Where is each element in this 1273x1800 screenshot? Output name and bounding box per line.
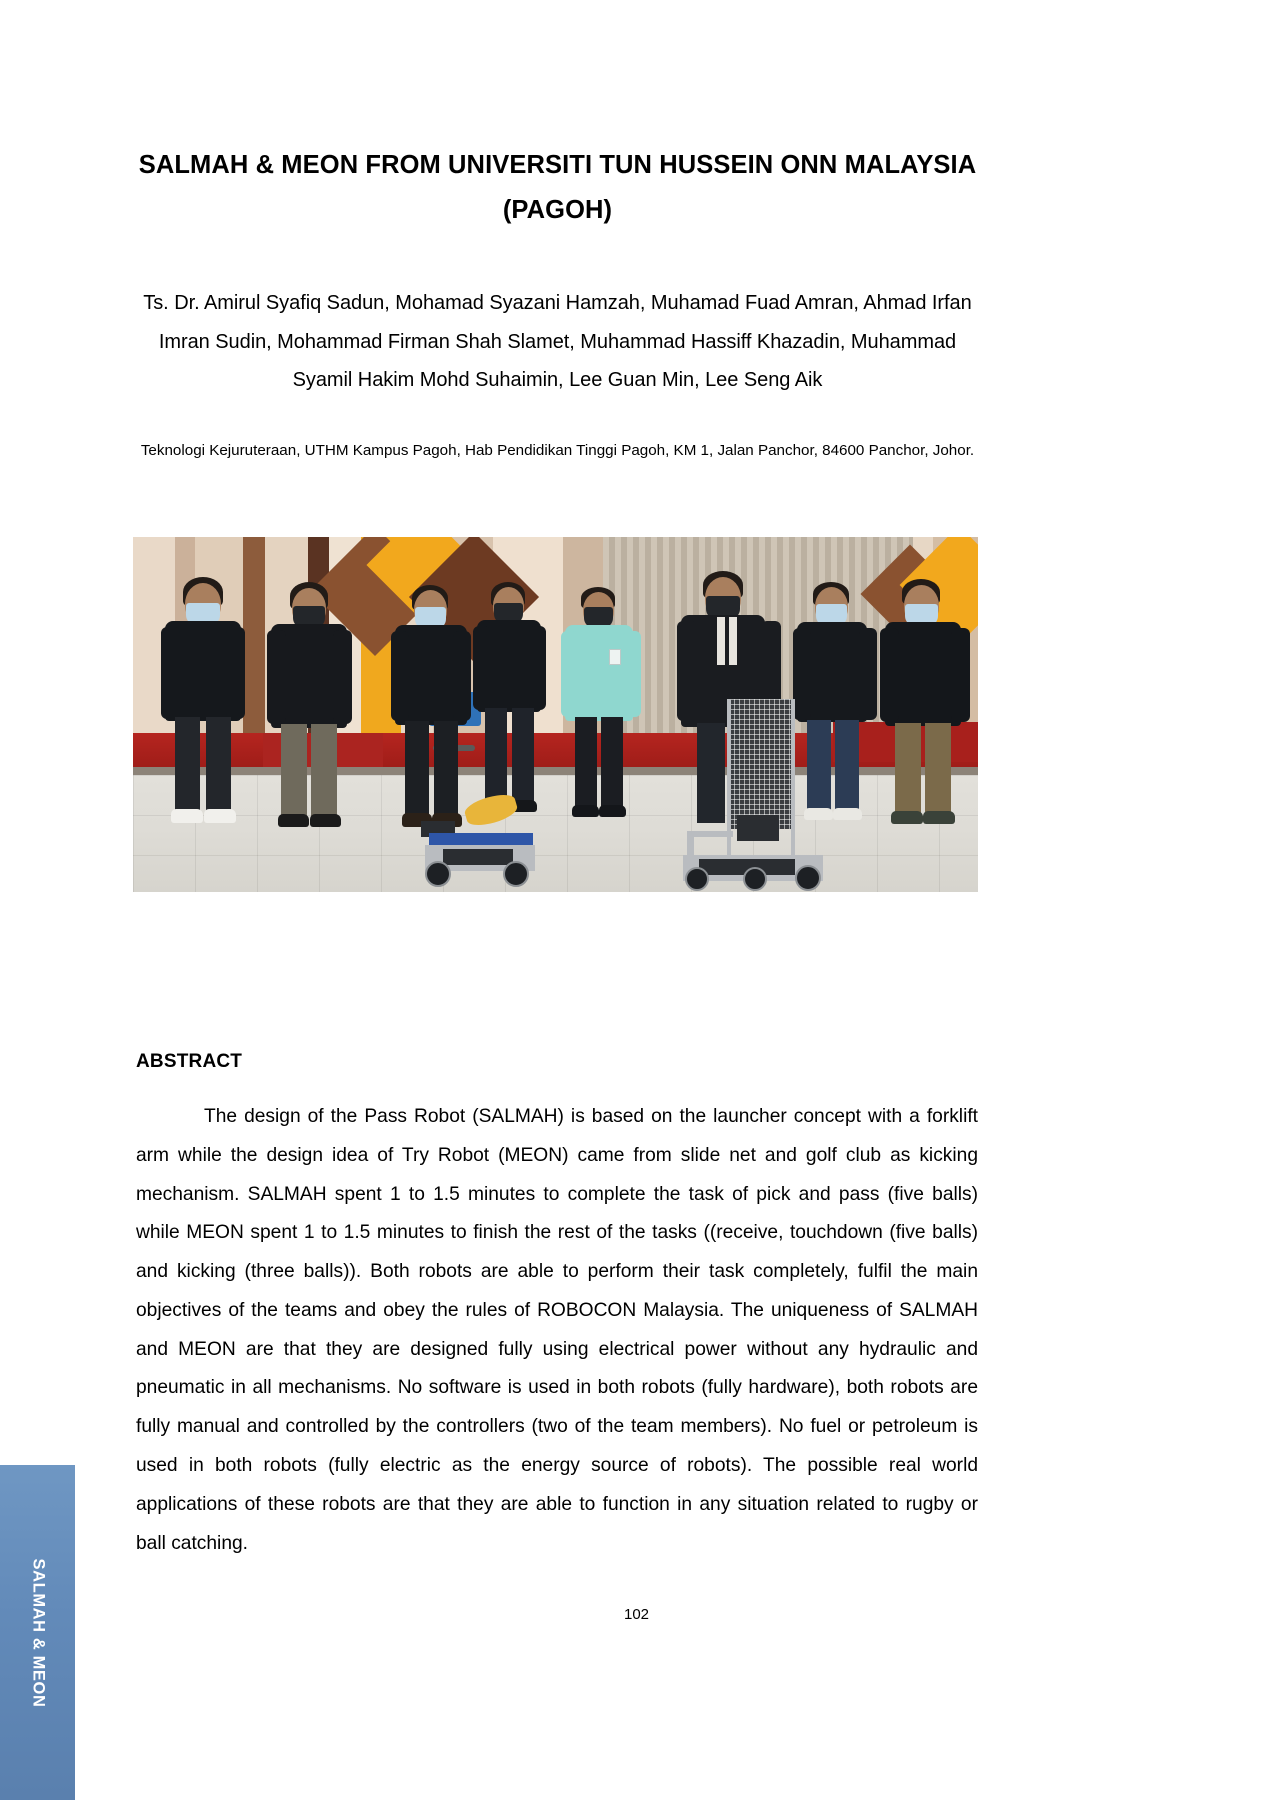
photo-robot-meon (681, 699, 841, 891)
author-list: Ts. Dr. Amirul Syafiq Sadun, Mohamad Syazani Hamzah, Muhamad Fuad Amran, Ahmad Irfan Imran Sudin, Mohammad Firman Shah Slamet, Muhammad Hassiff Khazadin, Muhammad Syamil Hakim Mohd Suhaimin, Lee Guan Min, Lee Seng Aik (143, 292, 972, 392)
side-running-tab (0, 1465, 75, 1800)
team-photo-image (133, 537, 978, 892)
side-running-tab-label: SALMAH & MEON (29, 1558, 47, 1707)
affiliation-text: Teknologi Kejuruteraan, UTHM Kampus Pagoh, Hab Pendidikan Tinggi Pagoh, KM 1, Jalan Panchor, 84600 Panchor, Johor. (140, 442, 975, 460)
page-title: SALMAH & MEON FROM UNIVERSITI TUN HUSSEIN ONN MALAYSIA (PAGOH) (138, 151, 977, 224)
abstract-heading: ABSTRACT (136, 1051, 243, 1072)
photo-robot-salmah (419, 803, 539, 891)
page-number: 102 (623, 1606, 650, 1623)
team-photo (133, 537, 978, 892)
abstract-paragraph: The design of the Pass Robot (SALMAH) is based on the launcher concept with a forklift arm while the design idea of Try Robot (MEON) came from slide net and golf club as kicking mechanism. SALMAH spent 1 to 1.5 minutes to complete the task of pick and pass (five balls) while MEON spent 1 to 1.5 minutes to finish the rest of the tasks ((receive, touchdown (five balls) and kicking (three balls)). Both robots are able to perform their task completely, fulfil the main objectives of the teams and obey the rules of ROBOCON Malaysia. The uniqueness of SALMAH and MEON are that they are designed fully using electrical power without any hydraulic and pneumatic in all mechanisms. No software is used in both robots (fully hardware), both robots are fully manual and controlled by the controllers (two of the team members). No fuel or petroleum is used in both robots (fully electric as the energy source of robots). The possible real world applications of these robots are that they are able to function in any situation related to rugby or ball catching. (136, 1106, 978, 1554)
page-content (135, 0, 980, 466)
